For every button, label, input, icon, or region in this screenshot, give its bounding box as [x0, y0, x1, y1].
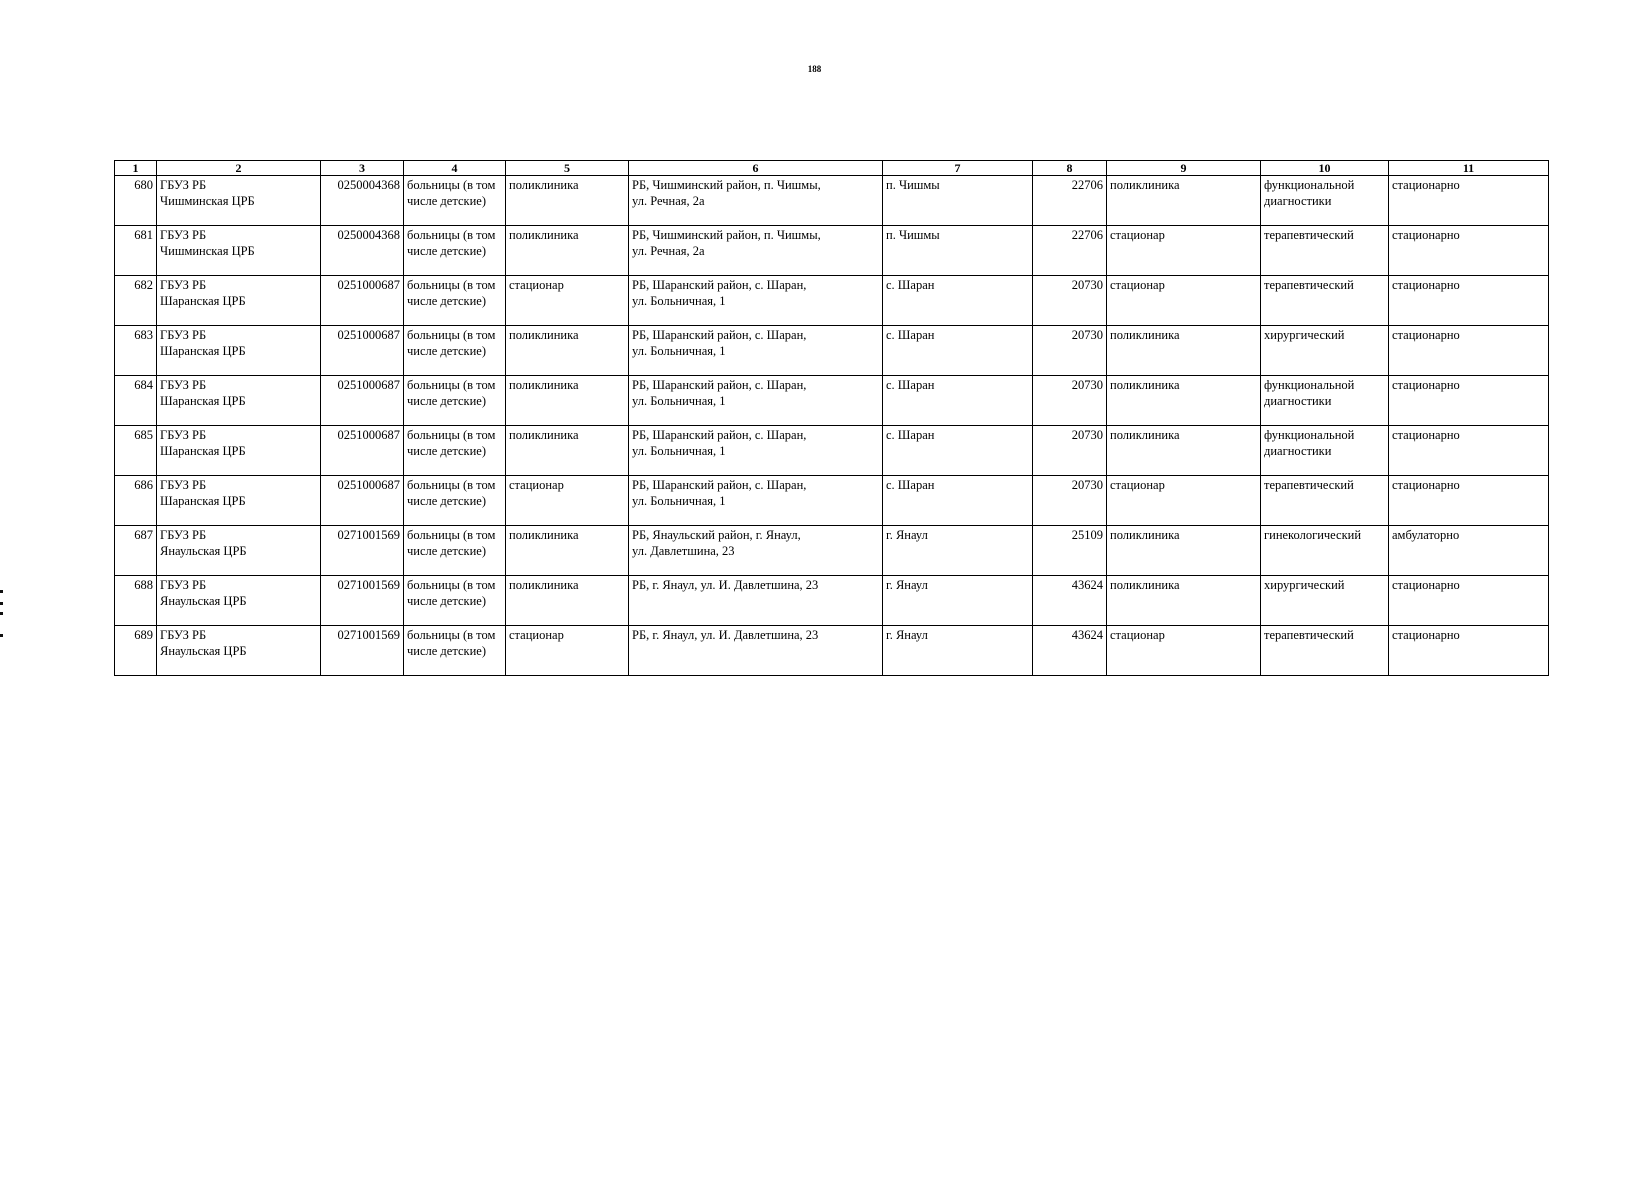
- organization-name-line1: ГБУЗ РБ: [160, 578, 207, 592]
- subdivision: поликлиника: [1110, 428, 1180, 442]
- address-cell: [629, 626, 883, 676]
- oktmo-code: 20730: [1071, 478, 1103, 492]
- oktmo-code: 22706: [1071, 228, 1103, 242]
- subdivision-cell: [1107, 426, 1261, 476]
- profile-cell: [1261, 626, 1389, 676]
- care-condition-cell: [1389, 276, 1549, 326]
- inn-code-cell: [321, 526, 404, 576]
- locality: г. Янаул: [886, 528, 928, 542]
- address-line2: ул. Больничная, 1: [632, 444, 726, 458]
- facility-unit-cell: [506, 376, 629, 426]
- row-number: 684: [134, 378, 153, 392]
- locality-cell: [883, 576, 1033, 626]
- care-condition-cell: [1389, 176, 1549, 226]
- facility-type-line2: числе детские): [407, 344, 486, 358]
- facility-type-cell: [404, 276, 506, 326]
- address-line1: РБ, Шаранский район, с. Шаран,: [632, 378, 807, 392]
- table-row: [115, 626, 1549, 676]
- inn-code-cell: [321, 576, 404, 626]
- organization-name-line1: ГБУЗ РБ: [160, 478, 207, 492]
- care-condition-cell: [1389, 226, 1549, 276]
- column-header: 2: [157, 161, 321, 176]
- oktmo-code: 20730: [1071, 378, 1103, 392]
- organization-name-line2: Чишминская ЦРБ: [160, 194, 255, 208]
- row-number-cell: [115, 576, 157, 626]
- subdivision: стационар: [1110, 278, 1165, 292]
- profile-line1: хирургический: [1264, 578, 1345, 592]
- subdivision-cell: [1107, 576, 1261, 626]
- address-line2: ул. Больничная, 1: [632, 294, 726, 308]
- profile-line1: функциональной: [1264, 178, 1355, 192]
- profile-line1: гинекологический: [1264, 528, 1362, 542]
- organization-name-line1: ГБУЗ РБ: [160, 228, 207, 242]
- address-line1: РБ, Шаранский район, с. Шаран,: [632, 328, 807, 342]
- locality-cell: [883, 326, 1033, 376]
- subdivision-cell: [1107, 626, 1261, 676]
- row-number: 686: [134, 478, 153, 492]
- organization-name-cell: [157, 426, 321, 476]
- column-header: 10: [1261, 161, 1389, 176]
- organization-name-cell: [157, 526, 321, 576]
- address-cell: [629, 226, 883, 276]
- address-cell: [629, 376, 883, 426]
- profile-line1: функциональной: [1264, 428, 1355, 442]
- facility-unit-cell: [506, 176, 629, 226]
- oktmo-code-cell: [1033, 476, 1107, 526]
- locality: п. Чишмы: [886, 178, 940, 192]
- organization-name-cell: [157, 576, 321, 626]
- facility-unit: стационар: [509, 278, 564, 292]
- subdivision-cell: [1107, 376, 1261, 426]
- address-line2: ул. Больничная, 1: [632, 494, 726, 508]
- profile-cell: [1261, 476, 1389, 526]
- organization-name-line2: Шаранская ЦРБ: [160, 344, 246, 358]
- scan-edge-mark: [0, 634, 3, 637]
- locality-cell: [883, 226, 1033, 276]
- organization-name-line1: ГБУЗ РБ: [160, 628, 207, 642]
- care-condition-cell: [1389, 526, 1549, 576]
- facility-unit-cell: [506, 476, 629, 526]
- organization-name-cell: [157, 226, 321, 276]
- oktmo-code-cell: [1033, 376, 1107, 426]
- locality: с. Шаран: [886, 378, 935, 392]
- facility-type-line1: больницы (в том: [407, 428, 496, 442]
- facility-unit: поликлиника: [509, 528, 579, 542]
- facility-unit-cell: [506, 626, 629, 676]
- row-number: 682: [134, 278, 153, 292]
- facility-type-cell: [404, 326, 506, 376]
- facility-unit: стационар: [509, 478, 564, 492]
- row-number: 689: [134, 628, 153, 642]
- table-row: [115, 276, 1549, 326]
- inn-code-cell: [321, 626, 404, 676]
- subdivision: поликлиника: [1110, 378, 1180, 392]
- profile-cell: [1261, 226, 1389, 276]
- facility-type-line1: больницы (в том: [407, 378, 496, 392]
- facilities-table: [114, 160, 1549, 676]
- row-number-cell: [115, 426, 157, 476]
- organization-name-cell: [157, 626, 321, 676]
- care-condition: стационарно: [1392, 378, 1460, 392]
- inn-code-cell: [321, 276, 404, 326]
- locality: с. Шаран: [886, 278, 935, 292]
- table-body: [115, 176, 1549, 676]
- inn-code-cell: [321, 326, 404, 376]
- row-number-cell: [115, 276, 157, 326]
- facility-unit: поликлиника: [509, 578, 579, 592]
- inn-code: 0251000687: [337, 328, 400, 342]
- address-cell: [629, 526, 883, 576]
- address-cell: [629, 426, 883, 476]
- care-condition: стационарно: [1392, 628, 1460, 642]
- address-line1: РБ, Янаульский район, г. Янаул,: [632, 528, 801, 542]
- organization-name-line1: ГБУЗ РБ: [160, 178, 207, 192]
- address-cell: [629, 276, 883, 326]
- profile-line1: терапевтический: [1264, 278, 1354, 292]
- facility-type-cell: [404, 226, 506, 276]
- scan-edge-mark: [0, 590, 3, 593]
- row-number: 681: [134, 228, 153, 242]
- facility-type-line2: числе детские): [407, 644, 486, 658]
- facility-type-line2: числе детские): [407, 444, 486, 458]
- address-line2: ул. Больничная, 1: [632, 394, 726, 408]
- facility-unit-cell: [506, 576, 629, 626]
- profile-line1: терапевтический: [1264, 228, 1354, 242]
- facility-type-line1: больницы (в том: [407, 178, 496, 192]
- row-number: 683: [134, 328, 153, 342]
- inn-code: 0251000687: [337, 278, 400, 292]
- facility-unit: поликлиника: [509, 428, 579, 442]
- address-line1: РБ, Шаранский район, с. Шаран,: [632, 278, 807, 292]
- locality-cell: [883, 526, 1033, 576]
- table-row: [115, 576, 1549, 626]
- facility-type-line1: больницы (в том: [407, 278, 496, 292]
- profile-line2: диагностики: [1264, 194, 1332, 208]
- row-number-cell: [115, 626, 157, 676]
- table-row: [115, 426, 1549, 476]
- organization-name-line2: Шаранская ЦРБ: [160, 294, 246, 308]
- row-number-cell: [115, 376, 157, 426]
- facility-type-line1: больницы (в том: [407, 578, 496, 592]
- facility-type-line2: числе детские): [407, 294, 486, 308]
- inn-code: 0271001569: [337, 578, 400, 592]
- oktmo-code-cell: [1033, 626, 1107, 676]
- care-condition: стационарно: [1392, 228, 1460, 242]
- facility-type-line2: числе детские): [407, 544, 486, 558]
- address-cell: [629, 176, 883, 226]
- oktmo-code-cell: [1033, 326, 1107, 376]
- facility-type-cell: [404, 176, 506, 226]
- oktmo-code: 43624: [1071, 628, 1103, 642]
- table-row: [115, 176, 1549, 226]
- facility-unit: поликлиника: [509, 178, 579, 192]
- care-condition-cell: [1389, 626, 1549, 676]
- locality: с. Шаран: [886, 428, 935, 442]
- oktmo-code: 22706: [1071, 178, 1103, 192]
- facility-type-cell: [404, 526, 506, 576]
- subdivision-cell: [1107, 326, 1261, 376]
- facility-unit: поликлиника: [509, 378, 579, 392]
- address-line1: РБ, г. Янаул, ул. И. Давлетшина, 23: [632, 578, 819, 592]
- facility-type-line1: больницы (в том: [407, 228, 496, 242]
- organization-name-line2: Шаранская ЦРБ: [160, 394, 246, 408]
- facility-unit: стационар: [509, 628, 564, 642]
- profile-cell: [1261, 526, 1389, 576]
- oktmo-code-cell: [1033, 176, 1107, 226]
- subdivision: поликлиника: [1110, 578, 1180, 592]
- organization-name-cell: [157, 276, 321, 326]
- oktmo-code-cell: [1033, 526, 1107, 576]
- care-condition-cell: [1389, 476, 1549, 526]
- profile-cell: [1261, 576, 1389, 626]
- locality-cell: [883, 426, 1033, 476]
- inn-code: 0251000687: [337, 428, 400, 442]
- scan-edge-mark: [0, 612, 3, 615]
- facility-type-cell: [404, 376, 506, 426]
- column-number-row: [115, 161, 1549, 176]
- organization-name-line2: Шаранская ЦРБ: [160, 444, 246, 458]
- profile-cell: [1261, 426, 1389, 476]
- address-line1: РБ, Чишминский район, п. Чишмы,: [632, 178, 821, 192]
- organization-name-cell: [157, 476, 321, 526]
- care-condition-cell: [1389, 576, 1549, 626]
- oktmo-code: 43624: [1071, 578, 1103, 592]
- subdivision: поликлиника: [1110, 528, 1180, 542]
- column-header: 6: [629, 161, 883, 176]
- locality: с. Шаран: [886, 478, 935, 492]
- care-condition: стационарно: [1392, 328, 1460, 342]
- care-condition-cell: [1389, 426, 1549, 476]
- address-line1: РБ, Шаранский район, с. Шаран,: [632, 478, 807, 492]
- address-cell: [629, 476, 883, 526]
- facility-unit-cell: [506, 426, 629, 476]
- oktmo-code-cell: [1033, 276, 1107, 326]
- row-number: 685: [134, 428, 153, 442]
- scan-edge-mark: [0, 602, 3, 605]
- care-condition: стационарно: [1392, 578, 1460, 592]
- address-line2: ул. Речная, 2а: [632, 244, 705, 258]
- organization-name-line1: ГБУЗ РБ: [160, 278, 207, 292]
- care-condition-cell: [1389, 326, 1549, 376]
- facility-type-line2: числе детские): [407, 594, 486, 608]
- page-number: 188: [807, 64, 822, 74]
- subdivision: стационар: [1110, 228, 1165, 242]
- table-row: [115, 226, 1549, 276]
- locality-cell: [883, 476, 1033, 526]
- profile-line1: функциональной: [1264, 378, 1355, 392]
- row-number-cell: [115, 326, 157, 376]
- profile-line1: хирургический: [1264, 328, 1345, 342]
- profile-cell: [1261, 176, 1389, 226]
- subdivision: поликлиника: [1110, 178, 1180, 192]
- address-line1: РБ, Чишминский район, п. Чишмы,: [632, 228, 821, 242]
- facility-unit-cell: [506, 526, 629, 576]
- care-condition: амбулаторно: [1392, 528, 1460, 542]
- locality: п. Чишмы: [886, 228, 940, 242]
- subdivision: стационар: [1110, 478, 1165, 492]
- profile-line1: терапевтический: [1264, 478, 1354, 492]
- organization-name-cell: [157, 326, 321, 376]
- organization-name-line2: Янаульская ЦРБ: [160, 544, 247, 558]
- oktmo-code: 25109: [1071, 528, 1103, 542]
- organization-name-line1: ГБУЗ РБ: [160, 328, 207, 342]
- address-line2: ул. Речная, 2а: [632, 194, 705, 208]
- organization-name-line1: ГБУЗ РБ: [160, 378, 207, 392]
- care-condition: стационарно: [1392, 178, 1460, 192]
- oktmo-code-cell: [1033, 226, 1107, 276]
- locality-cell: [883, 376, 1033, 426]
- column-header: 11: [1389, 161, 1549, 176]
- profile-cell: [1261, 276, 1389, 326]
- column-header: 3: [321, 161, 404, 176]
- organization-name-line1: ГБУЗ РБ: [160, 428, 207, 442]
- facility-type-cell: [404, 426, 506, 476]
- facility-unit: поликлиника: [509, 228, 579, 242]
- row-number: 687: [134, 528, 153, 542]
- organization-name-cell: [157, 176, 321, 226]
- subdivision-cell: [1107, 176, 1261, 226]
- address-line2: ул. Больничная, 1: [632, 344, 726, 358]
- care-condition-cell: [1389, 376, 1549, 426]
- subdivision: поликлиника: [1110, 328, 1180, 342]
- address-line1: РБ, Шаранский район, с. Шаран,: [632, 428, 807, 442]
- address-cell: [629, 576, 883, 626]
- locality-cell: [883, 276, 1033, 326]
- inn-code-cell: [321, 476, 404, 526]
- column-header: 9: [1107, 161, 1261, 176]
- subdivision-cell: [1107, 526, 1261, 576]
- table-row: [115, 526, 1549, 576]
- oktmo-code: 20730: [1071, 428, 1103, 442]
- locality: г. Янаул: [886, 628, 928, 642]
- row-number-cell: [115, 476, 157, 526]
- inn-code: 0250004368: [337, 178, 400, 192]
- care-condition: стационарно: [1392, 278, 1460, 292]
- inn-code-cell: [321, 226, 404, 276]
- oktmo-code-cell: [1033, 426, 1107, 476]
- profile-line2: диагностики: [1264, 394, 1332, 408]
- profile-cell: [1261, 326, 1389, 376]
- subdivision-cell: [1107, 476, 1261, 526]
- organization-name-cell: [157, 376, 321, 426]
- subdivision-cell: [1107, 226, 1261, 276]
- facility-type-line1: больницы (в том: [407, 478, 496, 492]
- table-row: [115, 376, 1549, 426]
- oktmo-code-cell: [1033, 576, 1107, 626]
- table-row: [115, 476, 1549, 526]
- row-number: 688: [134, 578, 153, 592]
- locality: с. Шаран: [886, 328, 935, 342]
- organization-name-line2: Янаульская ЦРБ: [160, 594, 247, 608]
- inn-code: 0271001569: [337, 528, 400, 542]
- column-header: 8: [1033, 161, 1107, 176]
- facility-unit-cell: [506, 326, 629, 376]
- inn-code-cell: [321, 376, 404, 426]
- facility-type-line1: больницы (в том: [407, 528, 496, 542]
- row-number-cell: [115, 226, 157, 276]
- column-header: 1: [115, 161, 157, 176]
- locality-cell: [883, 626, 1033, 676]
- locality-cell: [883, 176, 1033, 226]
- oktmo-code: 20730: [1071, 278, 1103, 292]
- organization-name-line2: Шаранская ЦРБ: [160, 494, 246, 508]
- facility-type-line2: числе детские): [407, 194, 486, 208]
- facility-unit: поликлиника: [509, 328, 579, 342]
- address-line2: ул. Давлетшина, 23: [632, 544, 735, 558]
- subdivision: стационар: [1110, 628, 1165, 642]
- row-number-cell: [115, 526, 157, 576]
- address-line1: РБ, г. Янаул, ул. И. Давлетшина, 23: [632, 628, 819, 642]
- subdivision-cell: [1107, 276, 1261, 326]
- facility-type-line1: больницы (в том: [407, 628, 496, 642]
- facility-unit-cell: [506, 226, 629, 276]
- profile-line2: диагностики: [1264, 444, 1332, 458]
- column-header: 4: [404, 161, 506, 176]
- facility-type-cell: [404, 576, 506, 626]
- profile-line1: терапевтический: [1264, 628, 1354, 642]
- facility-unit-cell: [506, 276, 629, 326]
- locality: г. Янаул: [886, 578, 928, 592]
- facility-type-line1: больницы (в том: [407, 328, 496, 342]
- inn-code: 0271001569: [337, 628, 400, 642]
- oktmo-code: 20730: [1071, 328, 1103, 342]
- care-condition: стационарно: [1392, 428, 1460, 442]
- facility-type-line2: числе детские): [407, 394, 486, 408]
- inn-code-cell: [321, 426, 404, 476]
- row-number-cell: [115, 176, 157, 226]
- facility-type-line2: числе детские): [407, 494, 486, 508]
- inn-code: 0251000687: [337, 478, 400, 492]
- care-condition: стационарно: [1392, 478, 1460, 492]
- facility-type-cell: [404, 476, 506, 526]
- column-header: 5: [506, 161, 629, 176]
- address-cell: [629, 326, 883, 376]
- facility-type-cell: [404, 626, 506, 676]
- table-row: [115, 326, 1549, 376]
- organization-name-line1: ГБУЗ РБ: [160, 528, 207, 542]
- column-header: 7: [883, 161, 1033, 176]
- organization-name-line2: Янаульская ЦРБ: [160, 644, 247, 658]
- organization-name-line2: Чишминская ЦРБ: [160, 244, 255, 258]
- facility-type-line2: числе детские): [407, 244, 486, 258]
- inn-code-cell: [321, 176, 404, 226]
- inn-code: 0250004368: [337, 228, 400, 242]
- row-number: 680: [134, 178, 153, 192]
- inn-code: 0251000687: [337, 378, 400, 392]
- profile-cell: [1261, 376, 1389, 426]
